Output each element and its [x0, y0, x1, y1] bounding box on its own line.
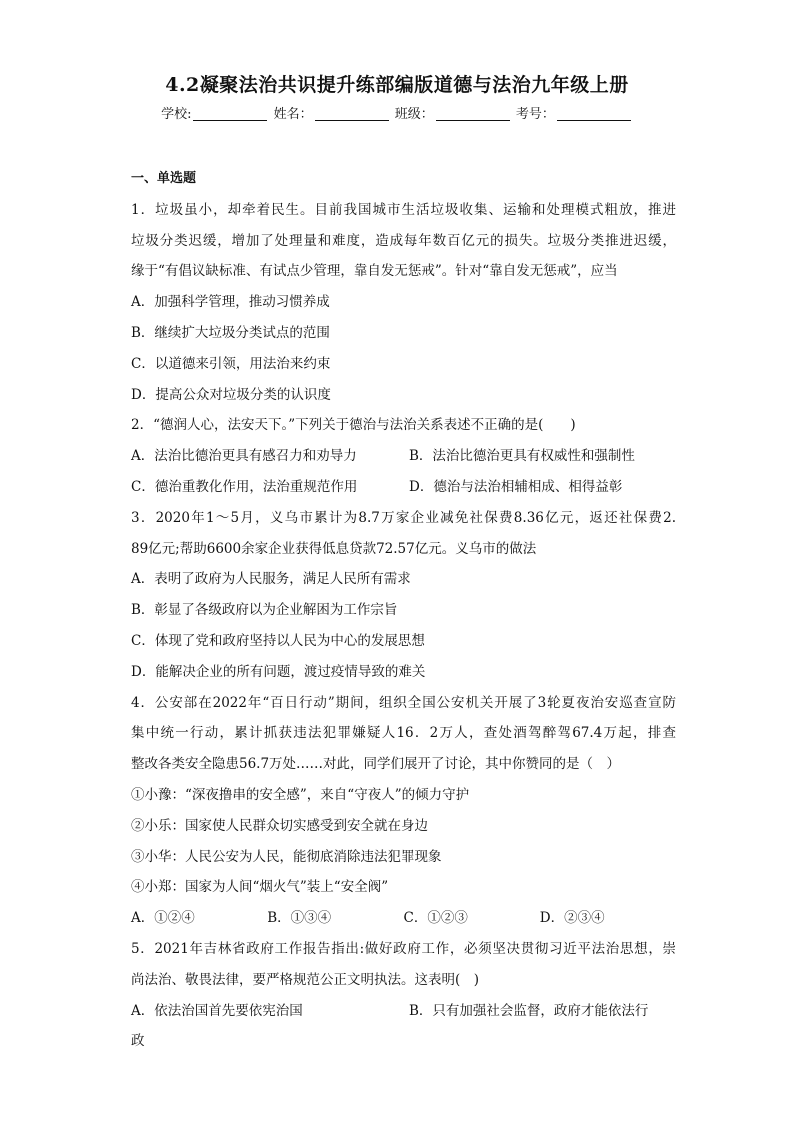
q4-statement-2: ②小乐：国家使人民群众切实感受到安全就在身边 — [131, 817, 428, 834]
q4-stem-line: 集中统一行动，累计抓获违法犯罪嫌疑人16．2万人，查处酒驾醉驾67.4万起，排查 — [131, 725, 676, 742]
q4-statement-4: ④小郑：国家为人间“烟火气”装上“安全阀” — [131, 879, 389, 896]
q4-option-c[interactable]: C．①②③ — [403, 910, 468, 927]
q2-options-row — [131, 441, 676, 472]
q4-stem-line: 4．公安部在2022年“百日行动”期间，组织全国公安机关开展了3轮夏夜治安巡查宣防 — [131, 694, 676, 711]
number-blank[interactable] — [557, 106, 631, 121]
q5-stem-line: 尚法治、敬畏法律，要严格规范公正文明执法。这表明( ) — [131, 971, 480, 988]
school-blank[interactable] — [193, 106, 267, 121]
q5-option-b-continued: 政 — [131, 1033, 145, 1050]
q4-option-b[interactable]: B．①③④ — [267, 910, 332, 927]
question-list — [131, 164, 676, 1057]
name-blank[interactable] — [315, 106, 389, 121]
q3-stem-line: 89亿元;帮助6600余家企业获得低息贷款72.57亿元。义乌市的做法 — [131, 540, 537, 557]
q3-stem-line: 3．2020年1～5月，义乌市累计为8.7万家企业减免社保费8.36亿元，返还社保费2. — [131, 509, 676, 526]
q2-option-b[interactable]: B．法治比德治更具有权威性和强制性 — [409, 448, 635, 465]
q4-stem-line: 整改各类安全隐患56.7万处……对此，同学们展开了讨论，其中你赞同的是（ ） — [131, 756, 621, 773]
class-label: 班级： — [394, 107, 434, 122]
student-info-row — [0, 103, 794, 122]
q3-option-a[interactable]: A．表明了政府为人民服务，满足人民所有需求 — [131, 571, 411, 588]
q2-option-c[interactable]: C．德治重教化作用，法治重规范作用 — [131, 478, 358, 495]
q4-statement-3: ③小华：人民公安为人民，能彻底消除违法犯罪现象 — [131, 848, 442, 865]
q5-stem-line: 5．2021年吉林省政府工作报告指出:做好政府工作，必须坚决贯彻习近平法治思想，崇 — [131, 940, 676, 957]
q1-option-a[interactable]: A．加强科学管理，推动习惯养成 — [131, 294, 330, 311]
q3-option-d[interactable]: D．能解决企业的所有问题，渡过疫情导致的难关 — [131, 663, 426, 680]
q3-option-b[interactable]: B．彰显了各级政府以为企业解困为工作宗旨 — [131, 602, 398, 619]
q5-options-row — [131, 996, 676, 1027]
q1-stem-line: 1．垃圾虽小，却牵着民生。目前我国城市生活垃圾收集、运输和处理模式粗放，推进 — [131, 201, 676, 218]
q2-option-a[interactable]: A．法治比德治更具有感召力和劝导力 — [131, 448, 357, 465]
q4-options-row — [131, 903, 676, 934]
page-title: 4.2凝聚法治共识提升练部编版道德与法治九年级上册 — [165, 74, 629, 96]
section-heading: 一、单选题 — [131, 171, 197, 186]
q1-stem-line: 缘于“有倡议缺标准、有试点少管理，靠自发无惩戒”。针对“靠自发无惩戒”，应当 — [131, 263, 618, 280]
q2-stem: 2．“德润人心，法安天下。”下列关于德治与法治关系表述不正确的是( ) — [131, 417, 576, 434]
q1-option-d[interactable]: D．提高公众对垃圾分类的认识度 — [131, 386, 331, 403]
number-label: 考号： — [515, 107, 555, 122]
q4-option-a[interactable]: A．①②④ — [131, 910, 195, 927]
class-blank[interactable] — [436, 106, 510, 121]
school-label: 学校: — [161, 107, 192, 122]
q3-option-c[interactable]: C．体现了党和政府坚持以人民为中心的发展思想 — [131, 632, 425, 649]
q1-option-b[interactable]: B．继续扩大垃圾分类试点的范围 — [131, 324, 330, 341]
q2-option-d[interactable]: D．德治与法治相辅相成、相得益彰 — [409, 478, 623, 495]
q4-option-d[interactable]: D．②③④ — [539, 910, 605, 927]
q5-option-a[interactable]: A．依法治国首先要依宪治国 — [131, 1002, 303, 1019]
q5-option-b[interactable]: B．只有加强社会监督，政府才能依法行 — [409, 1002, 649, 1019]
name-label: 姓名： — [273, 107, 313, 122]
q4-statement-1: ①小豫：“深夜撸串的安全感”，来自“守夜人”的倾力守护 — [131, 786, 470, 803]
q1-stem-line: 垃圾分类迟缓，增加了处理量和难度，造成每年数百亿元的损失。垃圾分类推进迟缓， — [131, 232, 676, 249]
q2-options-row — [131, 472, 676, 503]
q1-option-c[interactable]: C．以道德来引领，用法治来约束 — [131, 355, 331, 372]
